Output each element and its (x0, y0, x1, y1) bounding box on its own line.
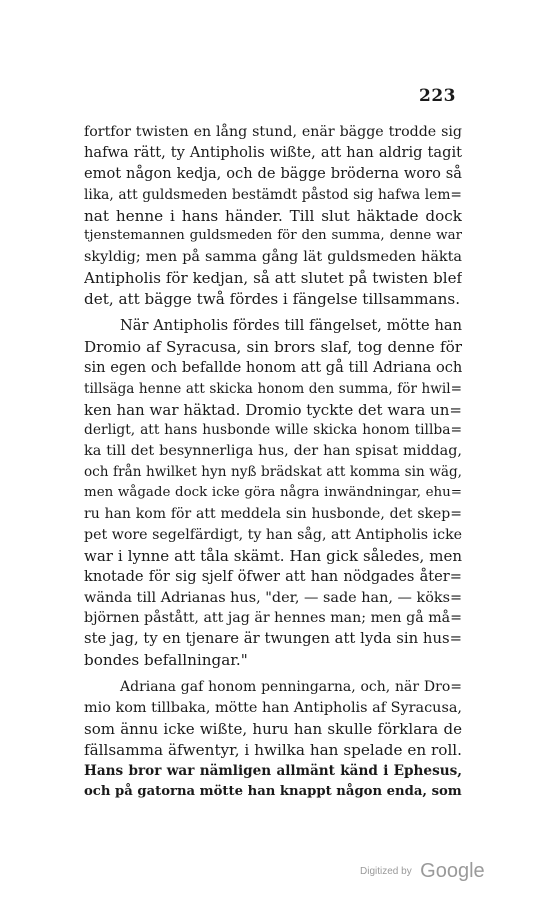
paragraph (84, 316, 462, 671)
text-line: och på gatorna mötte han knappt någon enda, som (84, 783, 462, 799)
text-line: tillsäga henne att skicka honom den summa, för hwil= (84, 380, 462, 397)
text-line: nat henne i hans händer. Till slut häktade dock (84, 206, 462, 225)
text-line: war i lynne att tåla skämt. Han gick således, men (84, 546, 462, 565)
text-line: fällsamma äfwentyr, i hwilka han spelade en roll. (84, 740, 462, 759)
text-line: ru han kom för att meddela sin husbonde, det skep= (84, 506, 462, 523)
text-line: ka till det besynnerliga hus, der han spisat middag, (84, 443, 462, 460)
text-line: När Antipholis fördes till fängelset, mötte han (120, 317, 462, 335)
text-line: knotade för sig sjelf öfwer att han nödgades åter= (84, 567, 462, 585)
paragraph (84, 122, 462, 310)
text-line: Adriana gaf honom penningarna, och, när Dro= (120, 679, 462, 696)
text-line: som ännu icke wißte, huru han skulle förklara de (84, 719, 462, 738)
text-line: ste jag, ty en tjenare är twungen att lyda sin hus= (84, 630, 462, 648)
body-text (84, 122, 462, 803)
text-line: fortfor twisten en lång stund, enär bägge trodde sig (84, 124, 462, 140)
paragraph (84, 677, 462, 802)
text-line: Hans bror war nämligen allmänt känd i Ephesus, (84, 762, 462, 779)
text-line: emot någon kedja, och de bägge bröderna woro så (84, 164, 462, 182)
google-logo: Google (420, 860, 485, 882)
page-number: 223 (419, 86, 456, 106)
text-line: och från hwilket hyn nyß brädskat att komma sin wäg, (84, 464, 462, 481)
text-line: hafwa rätt, ty Antipholis wißte, att han aldrig tagit (84, 143, 462, 161)
text-line: skyldig; men på samma gång lät guldsmeden häkta (84, 249, 462, 266)
text-line: sin egen och befallde honom att gå till Adriana och (84, 358, 462, 376)
text-line: tjenstemannen guldsmeden för den summa, denne war (84, 228, 462, 244)
text-line: derligt, att hans husbonde wille skicka honom tillba= (84, 422, 462, 439)
text-line: det, att bägge twå fördes i fängelse tillsammans. (84, 290, 461, 309)
text-line: wända till Adrianas hus, "der, — sade han, — köks= (84, 589, 462, 606)
text-line: ken han war häktad. Dromio tyckte det wara un= (84, 400, 462, 419)
text-line: lika, att guldsmeden bestämdt påstod sig hafwa lem= (84, 186, 462, 203)
text-line: mio kom tillbaka, mötte han Antipholis af Syracusa, (84, 700, 462, 717)
text-line: men wågade dock icke göra några inwändningar, ehu= (84, 485, 462, 501)
text-line: björnen påstått, att jag är hennes man; men gå må= (84, 610, 462, 627)
text-line: bondes befallningar." (84, 651, 248, 670)
text-line: Antipholis för kedjan, så att slutet på twisten blef (84, 269, 462, 288)
text-line: Dromio af Syracusa, sin brors slaf, tog denne för (84, 337, 462, 356)
watermark-prefix: Digitized by (360, 866, 412, 877)
digitized-watermark (360, 860, 485, 883)
text-line: pet wore segelfärdigt, ty han såg, att Antipholis icke (84, 526, 462, 543)
